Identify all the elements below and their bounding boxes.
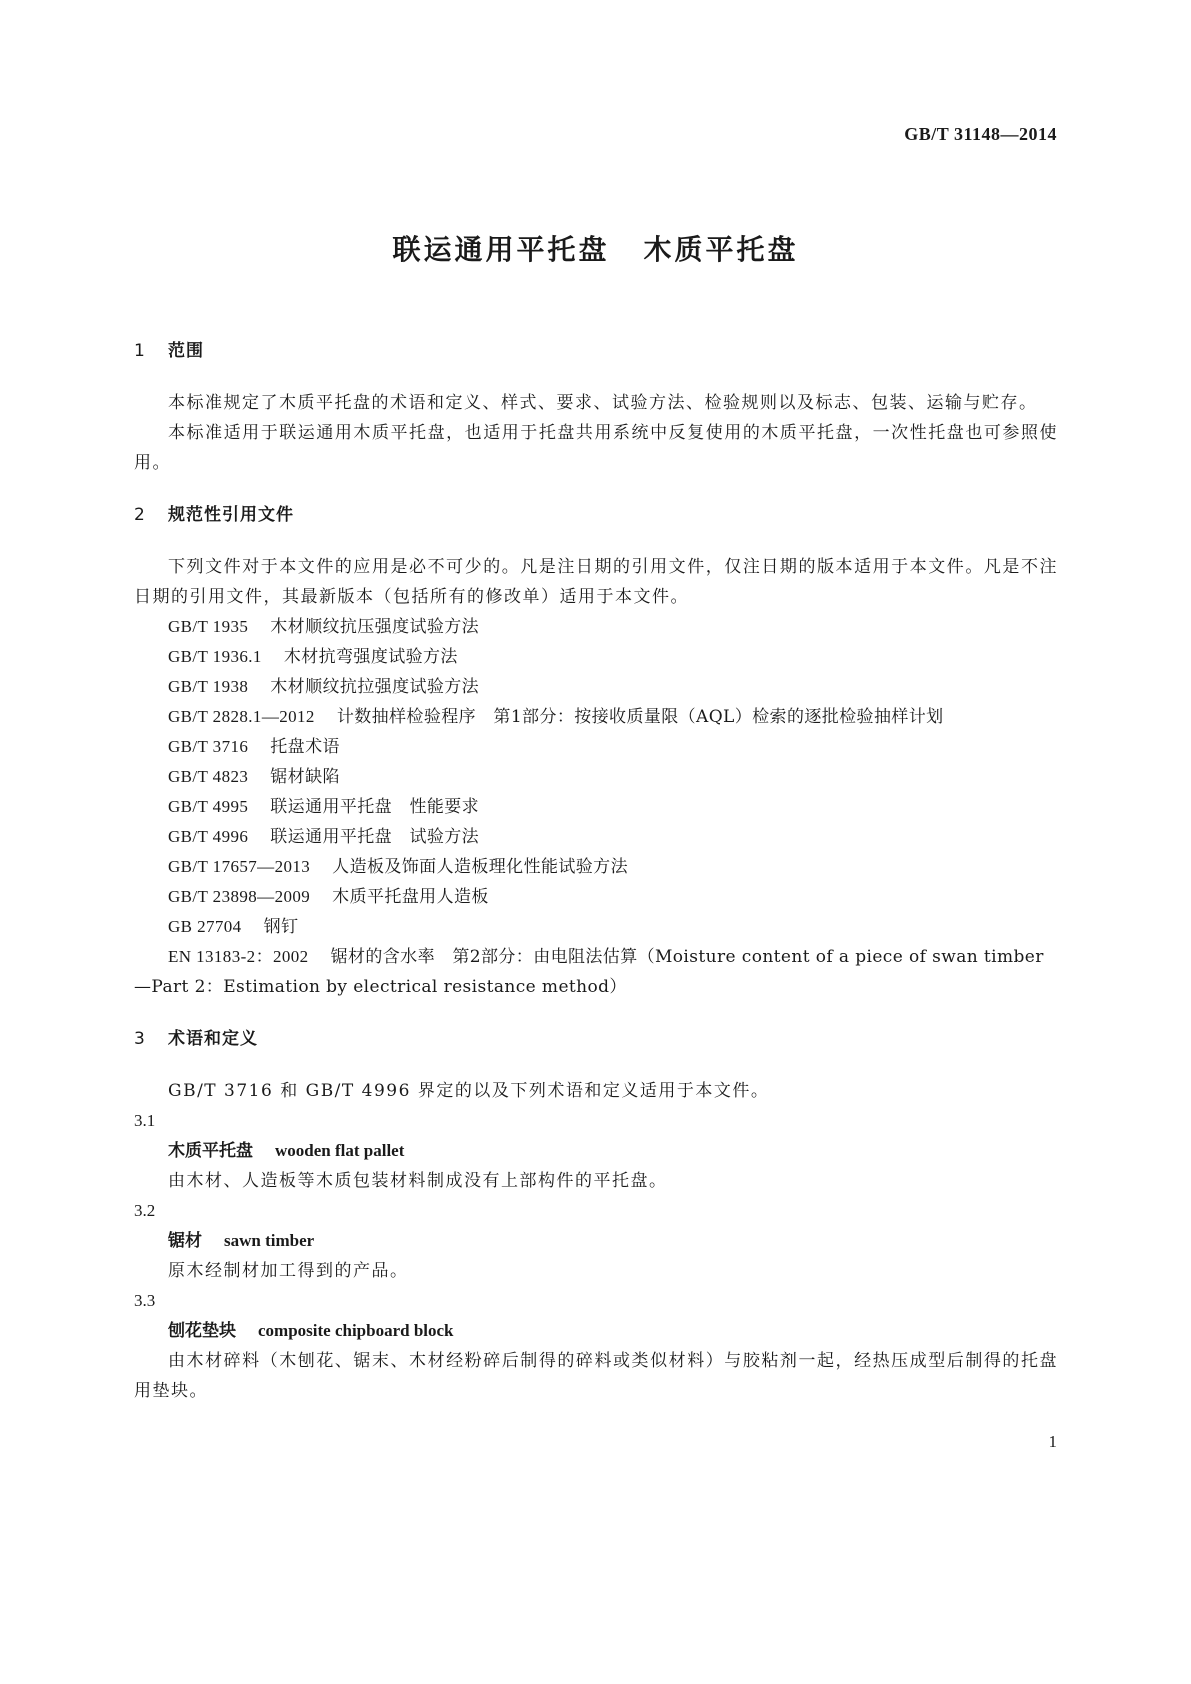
paragraph: 本标准适用于联运通用木质平托盘，也适用于托盘共用系统中反复使用的木质平托盘，一次性托盘也可参照使用。 — [134, 423, 1058, 473]
reference-code: GB/T 1935 — [168, 617, 249, 636]
section-number: 2 — [134, 505, 146, 525]
reference-item — [134, 852, 1058, 882]
title-part1: 联运通用平托盘 — [392, 233, 610, 266]
reference-title: 木材顺纹抗拉强度试验方法 — [270, 677, 480, 697]
reference-title: 联运通用平托盘 性能要求 — [270, 797, 480, 817]
title-part2: 木质平托盘 — [643, 233, 799, 266]
term-definition: 原木经制材加工得到的产品。 — [168, 1261, 409, 1281]
reference-title: 联运通用平托盘 试验方法 — [270, 827, 480, 847]
reference-code: GB/T 4996 — [168, 827, 249, 846]
term-number: 3.2 — [134, 1201, 156, 1220]
paragraph: GB/T 3716 和 GB/T 4996 界定的以及下列术语和定义适用于本文件。 — [168, 1081, 770, 1101]
reference-code: GB/T 4995 — [168, 797, 249, 816]
paragraph: 本标准规定了木质平托盘的术语和定义、样式、要求、试验方法、检验规则以及标志、包装、运输与贮存。 — [168, 393, 1038, 413]
term-number: 3.1 — [134, 1111, 156, 1130]
reference-item — [134, 912, 1058, 942]
reference-code: EN 13183-2：2002 — [168, 947, 309, 966]
reference-item — [134, 792, 1058, 822]
term-name-en: sawn timber — [224, 1231, 315, 1250]
reference-title: 钢钉 — [263, 917, 299, 937]
reference-code: GB 27704 — [168, 917, 242, 936]
reference-title: 托盘术语 — [270, 737, 340, 757]
term-name — [134, 1316, 1058, 1346]
reference-item — [134, 702, 1058, 732]
reference-code: GB/T 4823 — [168, 767, 249, 786]
section-title: 规范性引用文件 — [168, 505, 294, 525]
term-name — [134, 1226, 1058, 1256]
section-number: 1 — [134, 341, 146, 361]
reference-title: 木质平托盘用人造板 — [332, 887, 489, 907]
reference-item — [134, 672, 1058, 702]
reference-item — [134, 732, 1058, 762]
reference-item — [134, 942, 1058, 1002]
reference-code: GB/T 3716 — [168, 737, 249, 756]
section-heading — [134, 336, 1058, 366]
reference-item — [134, 642, 1058, 672]
section-title: 范围 — [168, 341, 204, 361]
page-number: 1 — [1048, 1432, 1057, 1451]
reference-title: 计数抽样检验程序 第1部分：按接收质量限（AQL）检索的逐批检验抽样计划 — [336, 707, 944, 727]
reference-item — [134, 882, 1058, 912]
reference-title: 木材顺纹抗压强度试验方法 — [270, 617, 480, 637]
term-number: 3.3 — [134, 1291, 156, 1310]
reference-code: GB/T 17657—2013 — [168, 857, 311, 876]
term-name-zh: 刨花垫块 — [168, 1321, 236, 1341]
term-name-zh: 木质平托盘 — [168, 1141, 253, 1161]
document-title — [0, 228, 1191, 268]
term-name-en: wooden flat pallet — [275, 1141, 405, 1160]
reference-code: GB/T 1938 — [168, 677, 249, 696]
reference-title: 木材抗弯强度试验方法 — [283, 647, 458, 667]
document-body — [134, 336, 1058, 1406]
section-title: 术语和定义 — [168, 1029, 258, 1049]
reference-item — [134, 822, 1058, 852]
reference-title: 锯材的含水率 第2部分：由电阻法估算（Moisture content of a piece of swan timber—Part 2：Estimation by electrical resistance method） — [134, 947, 1044, 997]
section-heading — [134, 1024, 1058, 1054]
reference-code: GB/T 1936.1 — [168, 647, 262, 666]
reference-title: 人造板及饰面人造板理化性能试验方法 — [332, 857, 628, 877]
term-definition: 由木材碎料（木刨花、锯末、木材经粉碎后制得的碎料或类似材料）与胶粘剂一起，经热压成型后制得的托盘用垫块。 — [134, 1351, 1058, 1401]
reference-item — [134, 762, 1058, 792]
term-name-en: composite chipboard block — [258, 1321, 454, 1340]
section-heading — [134, 500, 1058, 530]
term-definition: 由木材、人造板等木质包装材料制成没有上部构件的平托盘。 — [168, 1171, 668, 1191]
reference-code: GB/T 2828.1—2012 — [168, 707, 315, 726]
term-name — [134, 1136, 1058, 1166]
section-number: 3 — [134, 1029, 146, 1049]
standard-number: GB/T 31148—2014 — [904, 124, 1057, 144]
reference-title: 锯材缺陷 — [270, 767, 340, 787]
reference-item — [134, 612, 1058, 642]
reference-code: GB/T 23898—2009 — [168, 887, 311, 906]
paragraph: 下列文件对于本文件的应用是必不可少的。凡是注日期的引用文件，仅注日期的版本适用于本文件。凡是不注日期的引用文件，其最新版本（包括所有的修改单）适用于本文件。 — [134, 557, 1058, 607]
term-name-zh: 锯材 — [168, 1231, 202, 1251]
